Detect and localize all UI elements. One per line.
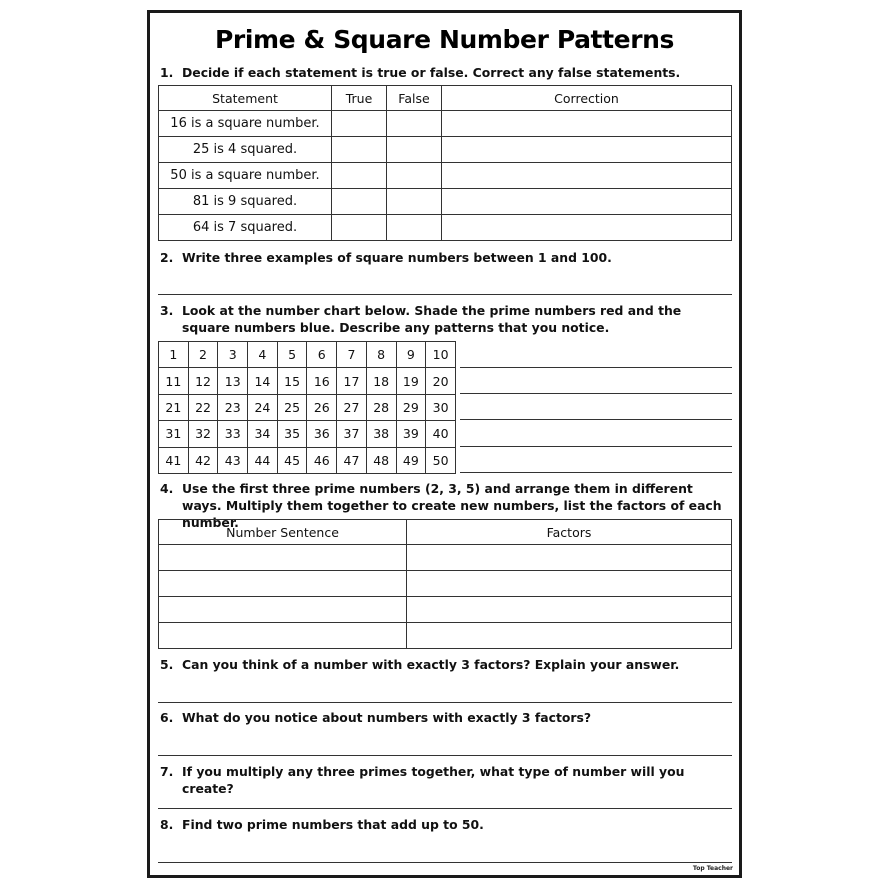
number-chart-row bbox=[159, 447, 456, 473]
question-text: Can you think of a number with exactly 3 factors? Explain your answer. bbox=[182, 657, 680, 672]
statement-cell: 16 is a square number. bbox=[159, 111, 332, 137]
correction-cell[interactable] bbox=[442, 111, 732, 137]
question-number: 5. bbox=[160, 657, 174, 672]
page-title: Prime & Square Number Patterns bbox=[214, 25, 675, 54]
number-cell[interactable]: 35 bbox=[277, 421, 307, 447]
number-cell[interactable]: 31 bbox=[159, 421, 189, 447]
number-cell[interactable]: 41 bbox=[159, 447, 189, 473]
question-1 bbox=[160, 64, 729, 81]
number-cell[interactable]: 22 bbox=[188, 394, 218, 420]
table-row bbox=[159, 623, 732, 649]
question-number: 3. bbox=[160, 303, 174, 318]
number-cell[interactable]: 40 bbox=[426, 421, 456, 447]
true-cell[interactable] bbox=[332, 189, 387, 215]
question-2 bbox=[160, 249, 729, 266]
question-8 bbox=[160, 816, 729, 833]
number-cell[interactable]: 14 bbox=[248, 368, 278, 394]
number-cell[interactable]: 45 bbox=[277, 447, 307, 473]
answer-line[interactable] bbox=[158, 702, 732, 703]
number-cell[interactable]: 20 bbox=[426, 368, 456, 394]
question-text: Use the first three prime numbers (2, 3, 5) and arrange them in different ways. Multiply them together to create new numbers, list the factors of each number. bbox=[182, 481, 722, 530]
true-cell[interactable] bbox=[332, 163, 387, 189]
number-cell[interactable]: 1 bbox=[159, 342, 189, 368]
number-cell[interactable]: 17 bbox=[337, 368, 367, 394]
number-cell[interactable]: 30 bbox=[426, 394, 456, 420]
number-cell[interactable]: 28 bbox=[366, 394, 396, 420]
question-text: If you multiply any three primes together, what type of number will you create? bbox=[182, 764, 685, 796]
false-cell[interactable] bbox=[387, 189, 442, 215]
number-cell[interactable]: 34 bbox=[248, 421, 278, 447]
number-cell[interactable]: 18 bbox=[366, 368, 396, 394]
number-cell[interactable]: 6 bbox=[307, 342, 337, 368]
correction-cell[interactable] bbox=[442, 163, 732, 189]
number-cell[interactable]: 10 bbox=[426, 342, 456, 368]
factors-cell[interactable] bbox=[407, 571, 732, 597]
number-cell[interactable]: 7 bbox=[337, 342, 367, 368]
number-cell[interactable]: 29 bbox=[396, 394, 426, 420]
header-number-sentence: Number Sentence bbox=[159, 520, 407, 545]
number-cell[interactable]: 48 bbox=[366, 447, 396, 473]
number-cell[interactable]: 42 bbox=[188, 447, 218, 473]
table-row bbox=[159, 163, 732, 189]
answer-line[interactable] bbox=[460, 419, 732, 420]
number-cell[interactable]: 26 bbox=[307, 394, 337, 420]
header-statement: Statement bbox=[159, 86, 332, 111]
number-chart-row bbox=[159, 394, 456, 420]
factors-cell[interactable] bbox=[407, 597, 732, 623]
number-cell[interactable]: 21 bbox=[159, 394, 189, 420]
number-cell[interactable]: 8 bbox=[366, 342, 396, 368]
question-number: 4. bbox=[160, 481, 174, 496]
number-cell[interactable]: 33 bbox=[218, 421, 248, 447]
number-chart bbox=[158, 341, 456, 474]
question-5 bbox=[160, 656, 729, 673]
number-cell[interactable]: 49 bbox=[396, 447, 426, 473]
table-row bbox=[159, 571, 732, 597]
number-cell[interactable]: 39 bbox=[396, 421, 426, 447]
number-cell[interactable]: 37 bbox=[337, 421, 367, 447]
table-row bbox=[159, 215, 732, 241]
number-sentence-cell[interactable] bbox=[159, 571, 407, 597]
question-text: Write three examples of square numbers between 1 and 100. bbox=[182, 250, 612, 265]
number-cell[interactable]: 25 bbox=[277, 394, 307, 420]
header-factors: Factors bbox=[407, 520, 732, 545]
number-cell[interactable]: 44 bbox=[248, 447, 278, 473]
false-cell[interactable] bbox=[387, 111, 442, 137]
question-number: 1. bbox=[160, 65, 174, 80]
answer-line[interactable] bbox=[460, 393, 732, 394]
number-cell[interactable]: 43 bbox=[218, 447, 248, 473]
number-chart-row bbox=[159, 421, 456, 447]
brand-logo: Top Teacher bbox=[692, 865, 733, 872]
table-row bbox=[159, 137, 732, 163]
number-cell[interactable]: 5 bbox=[277, 342, 307, 368]
number-cell[interactable]: 36 bbox=[307, 421, 337, 447]
answer-line[interactable] bbox=[158, 755, 732, 756]
answer-line[interactable] bbox=[158, 862, 732, 863]
number-cell[interactable]: 3 bbox=[218, 342, 248, 368]
number-cell[interactable]: 16 bbox=[307, 368, 337, 394]
statement-cell: 25 is 4 squared. bbox=[159, 137, 332, 163]
question-text: Decide if each statement is true or false. Correct any false statements. bbox=[182, 65, 681, 80]
answer-line[interactable] bbox=[158, 808, 732, 809]
true-false-table bbox=[158, 85, 732, 241]
number-cell[interactable]: 32 bbox=[188, 421, 218, 447]
number-sentence-table bbox=[158, 519, 732, 649]
true-cell[interactable] bbox=[332, 111, 387, 137]
table-row bbox=[159, 597, 732, 623]
header-correction: Correction bbox=[442, 86, 732, 111]
answer-line[interactable] bbox=[460, 367, 732, 368]
number-sentence-cell[interactable] bbox=[159, 545, 407, 571]
number-sentence-cell[interactable] bbox=[159, 623, 407, 649]
number-cell[interactable]: 27 bbox=[337, 394, 367, 420]
false-cell[interactable] bbox=[387, 215, 442, 241]
answer-line[interactable] bbox=[460, 472, 732, 473]
question-7 bbox=[160, 763, 729, 797]
statement-cell: 64 is 7 squared. bbox=[159, 215, 332, 241]
number-cell[interactable]: 13 bbox=[218, 368, 248, 394]
number-cell[interactable]: 38 bbox=[366, 421, 396, 447]
number-cell[interactable]: 4 bbox=[248, 342, 278, 368]
header-true: True bbox=[332, 86, 387, 111]
number-cell[interactable]: 47 bbox=[337, 447, 367, 473]
question-number: 2. bbox=[160, 250, 174, 265]
number-cell[interactable]: 19 bbox=[396, 368, 426, 394]
true-cell[interactable] bbox=[332, 137, 387, 163]
question-number: 7. bbox=[160, 764, 174, 779]
table-row bbox=[159, 545, 732, 571]
factors-cell[interactable] bbox=[407, 623, 732, 649]
number-cell[interactable]: 50 bbox=[426, 447, 456, 473]
table-row bbox=[159, 111, 732, 137]
question-6 bbox=[160, 709, 729, 726]
correction-cell[interactable] bbox=[442, 189, 732, 215]
question-3 bbox=[160, 302, 729, 336]
number-cell[interactable]: 15 bbox=[277, 368, 307, 394]
false-cell[interactable] bbox=[387, 163, 442, 189]
false-cell[interactable] bbox=[387, 137, 442, 163]
question-text: Find two prime numbers that add up to 50. bbox=[182, 817, 484, 832]
number-cell[interactable]: 2 bbox=[188, 342, 218, 368]
statement-cell: 50 is a square number. bbox=[159, 163, 332, 189]
correction-cell[interactable] bbox=[442, 215, 732, 241]
question-text: What do you notice about numbers with exactly 3 factors? bbox=[182, 710, 592, 725]
question-number: 8. bbox=[160, 817, 174, 832]
true-cell[interactable] bbox=[332, 215, 387, 241]
number-cell[interactable]: 11 bbox=[159, 368, 189, 394]
answer-line[interactable] bbox=[460, 446, 732, 447]
number-sentence-cell[interactable] bbox=[159, 597, 407, 623]
number-cell[interactable]: 9 bbox=[396, 342, 426, 368]
number-chart-row bbox=[159, 342, 456, 368]
statement-cell: 81 is 9 squared. bbox=[159, 189, 332, 215]
correction-cell[interactable] bbox=[442, 137, 732, 163]
number-cell[interactable]: 46 bbox=[307, 447, 337, 473]
worksheet bbox=[147, 10, 742, 878]
number-chart-row bbox=[159, 368, 456, 394]
header-false: False bbox=[387, 86, 442, 111]
answer-line[interactable] bbox=[158, 294, 732, 295]
number-cell[interactable]: 24 bbox=[248, 394, 278, 420]
question-number: 6. bbox=[160, 710, 174, 725]
factors-cell[interactable] bbox=[407, 545, 732, 571]
number-cell[interactable]: 23 bbox=[218, 394, 248, 420]
question-text: Look at the number chart below. Shade the prime numbers red and the square numbers blue. Describe any patterns that you notice. bbox=[182, 303, 682, 335]
number-cell[interactable]: 12 bbox=[188, 368, 218, 394]
table-row bbox=[159, 189, 732, 215]
